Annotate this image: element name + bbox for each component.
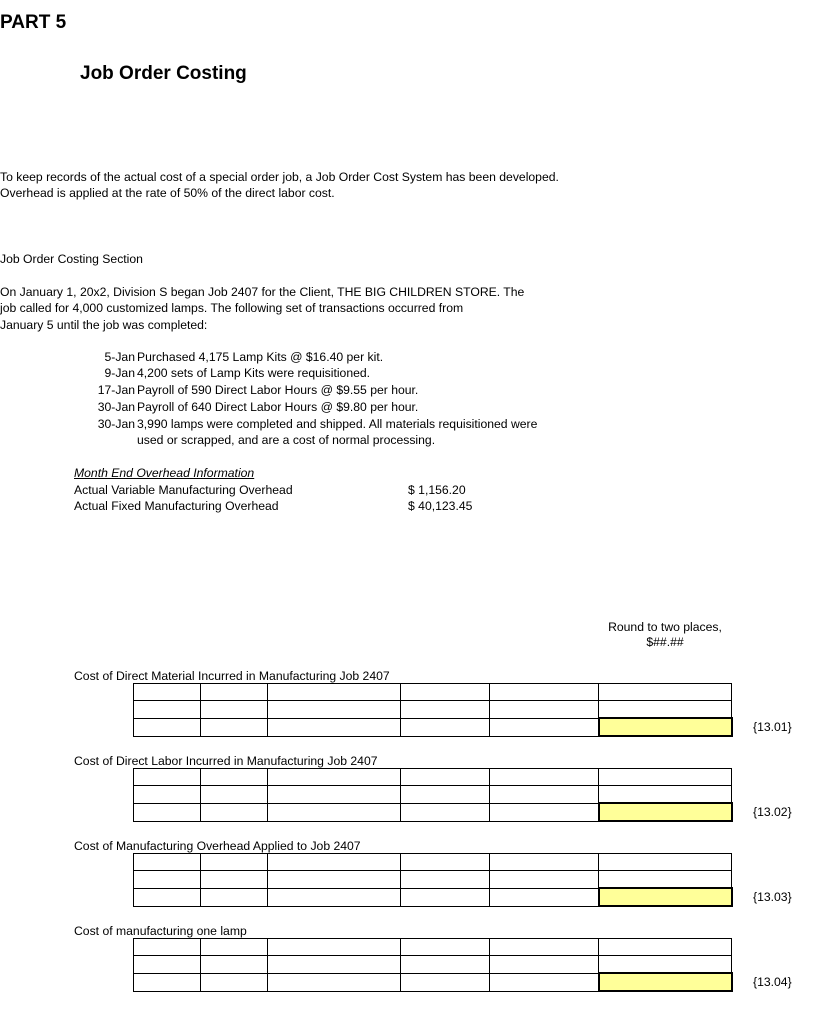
grid-cell[interactable]: [490, 803, 599, 821]
grid-cell[interactable]: [401, 888, 490, 906]
overhead-title: Month End Overhead Information: [74, 466, 255, 480]
grid-cell[interactable]: [268, 803, 401, 821]
transaction-text: Payroll of 640 Direct Labor Hours @ $9.80 per hour.: [137, 400, 419, 414]
answer-cell[interactable]: [599, 888, 732, 906]
grid-cell[interactable]: [201, 854, 268, 871]
grid-cell[interactable]: [201, 684, 268, 701]
intro-line-1: To keep records of the actual cost of a special order job, a Job Order Cost System has been developed.: [0, 170, 559, 184]
grid-cell[interactable]: [134, 956, 201, 974]
intro-line-2: Overhead is applied at the rate of 50% of the direct labor cost.: [0, 186, 335, 200]
answer-grid: [133, 938, 733, 992]
grid-cell[interactable]: [401, 684, 490, 701]
answer-cell[interactable]: [599, 718, 732, 736]
rounding-note: [590, 620, 740, 650]
question-label: Cost of Direct Material Incurred in Manufacturing Job 2407: [74, 669, 390, 683]
grid-cell[interactable]: [268, 786, 401, 804]
grid-cell[interactable]: [401, 701, 490, 719]
grid-cell[interactable]: [201, 973, 268, 991]
transaction-date: 17-Jan: [97, 383, 135, 397]
section-para-1: On January 1, 20x2, Division S began Job 2407 for the Client, THE BIG CHILDREN STORE. The: [0, 285, 525, 299]
transaction-date: 30-Jan: [97, 400, 135, 414]
grid-cell[interactable]: [268, 939, 401, 956]
grid-cell[interactable]: [134, 871, 201, 889]
grid-cell[interactable]: [268, 769, 401, 786]
grid-cell[interactable]: [490, 718, 599, 736]
question-code: {13.02}: [753, 805, 792, 819]
grid-cell[interactable]: [201, 769, 268, 786]
grid-cell[interactable]: [401, 803, 490, 821]
section-para-2: job called for 4,000 customized lamps. The following set of transactions occurred from: [0, 301, 464, 315]
transaction-text: Payroll of 590 Direct Labor Hours @ $9.55 per hour.: [137, 383, 419, 397]
answer-cell[interactable]: [599, 973, 732, 991]
grid-cell[interactable]: [599, 956, 732, 974]
grid-cell[interactable]: [201, 888, 268, 906]
grid-cell[interactable]: [401, 973, 490, 991]
answer-cell[interactable]: [599, 803, 732, 821]
fixed-overhead-label: Actual Fixed Manufacturing Overhead: [74, 499, 279, 513]
grid-cell[interactable]: [490, 684, 599, 701]
transaction-text: used or scrapped, and are a cost of normal processing.: [137, 433, 436, 447]
question-label: Cost of manufacturing one lamp: [74, 924, 247, 938]
grid-cell[interactable]: [268, 684, 401, 701]
fixed-overhead-value: $ 40,123.45: [408, 499, 473, 513]
question-code: {13.03}: [753, 890, 792, 904]
variable-overhead-label: Actual Variable Manufacturing Overhead: [74, 483, 293, 497]
transaction-date: 30-Jan: [97, 417, 135, 431]
grid-cell[interactable]: [134, 684, 201, 701]
grid-cell[interactable]: [599, 871, 732, 889]
grid-cell[interactable]: [490, 888, 599, 906]
answer-grid: [133, 853, 733, 907]
grid-cell[interactable]: [401, 871, 490, 889]
grid-cell[interactable]: [401, 718, 490, 736]
section-para-3: January 5 until the job was completed:: [0, 318, 208, 332]
grid-cell[interactable]: [599, 701, 732, 719]
rounding-note-line-1: Round to two places,: [608, 620, 722, 634]
grid-cell[interactable]: [134, 701, 201, 719]
question-label: Cost of Direct Labor Incurred in Manufacturing Job 2407: [74, 754, 378, 768]
answer-grid: [133, 683, 733, 737]
grid-cell[interactable]: [268, 973, 401, 991]
grid-cell[interactable]: [134, 718, 201, 736]
transaction-text: Purchased 4,175 Lamp Kits @ $16.40 per kit.: [137, 350, 384, 364]
grid-cell[interactable]: [268, 956, 401, 974]
grid-cell[interactable]: [490, 956, 599, 974]
grid-cell[interactable]: [268, 871, 401, 889]
grid-cell[interactable]: [268, 888, 401, 906]
grid-cell[interactable]: [490, 871, 599, 889]
grid-cell[interactable]: [201, 786, 268, 804]
grid-cell[interactable]: [201, 701, 268, 719]
grid-cell[interactable]: [201, 871, 268, 889]
page-title: Job Order Costing: [80, 63, 247, 84]
grid-cell[interactable]: [599, 939, 732, 956]
grid-cell[interactable]: [134, 888, 201, 906]
grid-cell[interactable]: [201, 718, 268, 736]
grid-cell[interactable]: [490, 973, 599, 991]
question-code: {13.04}: [753, 975, 792, 989]
transaction-text: 4,200 sets of Lamp Kits were requisitioned.: [137, 366, 371, 380]
rounding-note-line-2: $##.##: [646, 635, 684, 649]
grid-cell[interactable]: [599, 684, 732, 701]
transaction-date: 9-Jan: [104, 366, 135, 380]
grid-cell[interactable]: [201, 803, 268, 821]
grid-cell[interactable]: [134, 854, 201, 871]
grid-cell[interactable]: [599, 769, 732, 786]
answer-grid: [133, 768, 733, 822]
part-heading: PART 5: [0, 12, 67, 33]
section-title: Job Order Costing Section: [0, 252, 143, 266]
transaction-date: 5-Jan: [104, 350, 135, 364]
grid-cell[interactable]: [490, 701, 599, 719]
grid-cell[interactable]: [268, 718, 401, 736]
grid-cell[interactable]: [134, 803, 201, 821]
grid-cell[interactable]: [490, 786, 599, 804]
grid-cell[interactable]: [490, 939, 599, 956]
grid-cell[interactable]: [490, 769, 599, 786]
transaction-text: 3,990 lamps were completed and shipped. All materials requisitioned were: [137, 417, 538, 431]
grid-cell[interactable]: [201, 956, 268, 974]
grid-cell[interactable]: [134, 769, 201, 786]
grid-cell[interactable]: [401, 956, 490, 974]
grid-cell[interactable]: [201, 939, 268, 956]
grid-cell[interactable]: [401, 854, 490, 871]
variable-overhead-value: $ 1,156.20: [408, 483, 466, 497]
grid-cell[interactable]: [401, 939, 490, 956]
grid-cell[interactable]: [268, 701, 401, 719]
grid-cell[interactable]: [599, 786, 732, 804]
grid-cell[interactable]: [401, 786, 490, 804]
grid-cell[interactable]: [268, 854, 401, 871]
question-code: {13.01}: [753, 720, 792, 734]
grid-cell[interactable]: [134, 973, 201, 991]
grid-cell[interactable]: [401, 769, 490, 786]
question-label: Cost of Manufacturing Overhead Applied to Job 2407: [74, 839, 361, 853]
grid-cell[interactable]: [134, 786, 201, 804]
grid-cell[interactable]: [599, 854, 732, 871]
grid-cell[interactable]: [134, 939, 201, 956]
grid-cell[interactable]: [490, 854, 599, 871]
